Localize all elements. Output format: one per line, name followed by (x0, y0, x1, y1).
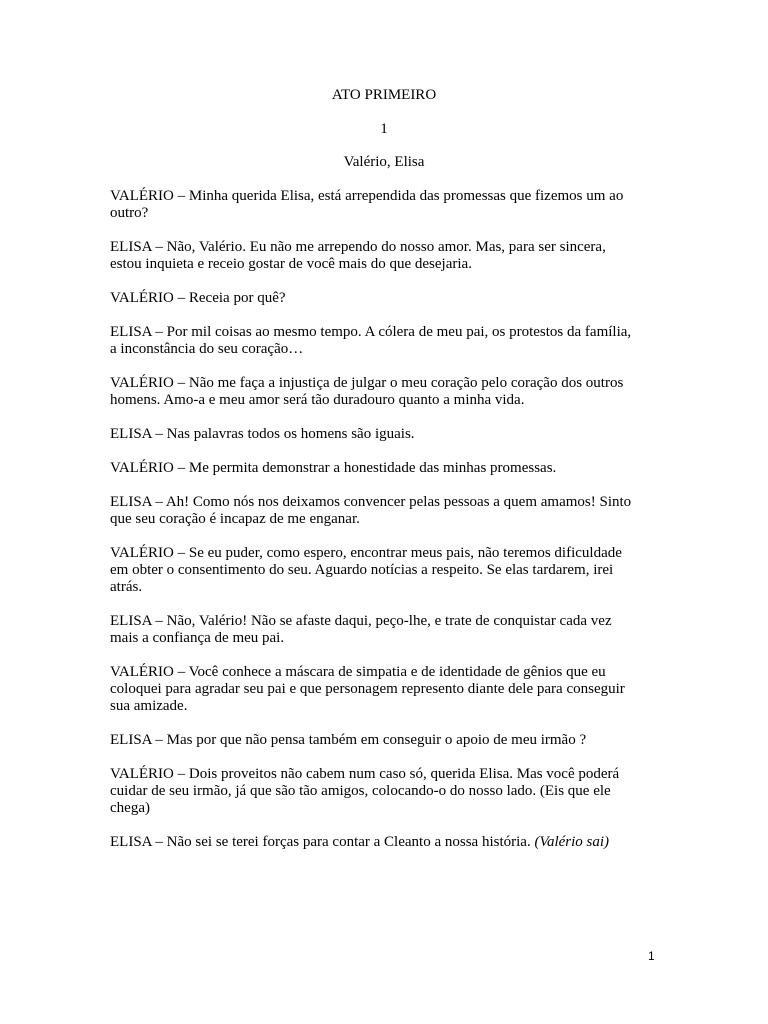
dialogue-line: VALÉRIO – Não me faça a injustiça de julgar o meu coração pelo coração dos outros (110, 375, 624, 391)
dialogue-paragraph (110, 324, 660, 358)
dialogue-line: sua amizade. (110, 698, 188, 714)
dialogue-line: ELISA – Nas palavras todos os homens são iguais. (110, 426, 415, 442)
dialogue-line: ELISA – Ah! Como nós nos deixamos convencer pelas pessoas a quem amamos! Sinto (110, 494, 632, 510)
dialogue-line: VALÉRIO – Me permita demonstrar a honestidade das minhas promessas. (110, 460, 557, 476)
dialogue-line: ELISA – Por mil coisas ao mesmo tempo. A cólera de meu pai, os protestos da família, (110, 324, 632, 340)
dialogue-line: coloquei para agradar seu pai e que personagem represento diante dele para conseguir (110, 681, 625, 697)
scene-number: 1 (380, 121, 388, 137)
scene-characters: Valério, Elisa (343, 154, 425, 170)
dialogue-paragraph (110, 613, 660, 647)
dialogue-paragraph (110, 188, 660, 222)
dialogue-line: VALÉRIO – Se eu puder, como espero, encontrar meus pais, não teremos dificuldade (110, 545, 622, 561)
dialogue-paragraph (110, 664, 660, 715)
dialogue-line: atrás. (110, 579, 143, 595)
dialogue-line: VALÉRIO – Você conhece a máscara de simpatia e de identidade de gênios que eu (110, 664, 606, 680)
stage-direction: (Valério sai) (534, 834, 610, 850)
dialogue-line: homens. Amo-a e meu amor será tão duradouro quanto a minha vida. (110, 392, 525, 408)
dialogue-line: VALÉRIO – Receia por quê? (110, 290, 286, 306)
dialogue-paragraph (110, 732, 660, 749)
dialogue-paragraph (110, 375, 660, 409)
dialogue-paragraph (110, 494, 660, 528)
dialogue-line: ELISA – Não, Valério! Não se afaste daqui, peço-lhe, e trate de conquistar cada vez (110, 613, 612, 629)
dialogue-line: chega) (110, 800, 150, 816)
dialogue-line: cuidar de seu irmão, já que são tão amigos, colocando-o do nosso lado. (Eis que ele (110, 783, 611, 799)
dialogue-line: ELISA – Mas por que não pensa também em conseguir o apoio de meu irmão ? (110, 732, 587, 748)
dialogue-line: estou inquieta e receio gostar de você mais do que desejaria. (110, 256, 472, 272)
dialogue-line: a inconstância do seu coração… (110, 341, 304, 357)
dialogue-paragraph (110, 239, 660, 273)
dialogue-body (110, 188, 660, 868)
dialogue-paragraph (110, 460, 660, 477)
dialogue-paragraph (110, 545, 660, 596)
dialogue-line: VALÉRIO – Minha querida Elisa, está arrependida das promessas que fizemos um ao (110, 188, 624, 204)
dialogue-line: outro? (110, 205, 149, 221)
dialogue-paragraph (110, 426, 660, 443)
dialogue-line: ELISA – Não, Valério. Eu não me arrependo do nosso amor. Mas, para ser sincera, (110, 239, 606, 255)
dialogue-paragraph-final (110, 834, 660, 851)
page-number: 1 (648, 949, 655, 963)
dialogue-paragraph (110, 766, 660, 817)
dialogue-line: em obter o consentimento do seu. Aguardo notícias a respeito. Se elas tardarem, irei (110, 562, 614, 578)
act-heading: ATO PRIMEIRO (331, 87, 437, 103)
dialogue-line: ELISA – Não sei se terei forças para contar a Cleanto a nossa história. (110, 834, 531, 850)
dialogue-paragraph (110, 290, 660, 307)
dialogue-line: mais a confiança de meu pai. (110, 630, 285, 646)
dialogue-line: VALÉRIO – Dois proveitos não cabem num caso só, querida Elisa. Mas você poderá (110, 766, 620, 782)
dialogue-line: que seu coração é incapaz de me enganar. (110, 511, 360, 527)
